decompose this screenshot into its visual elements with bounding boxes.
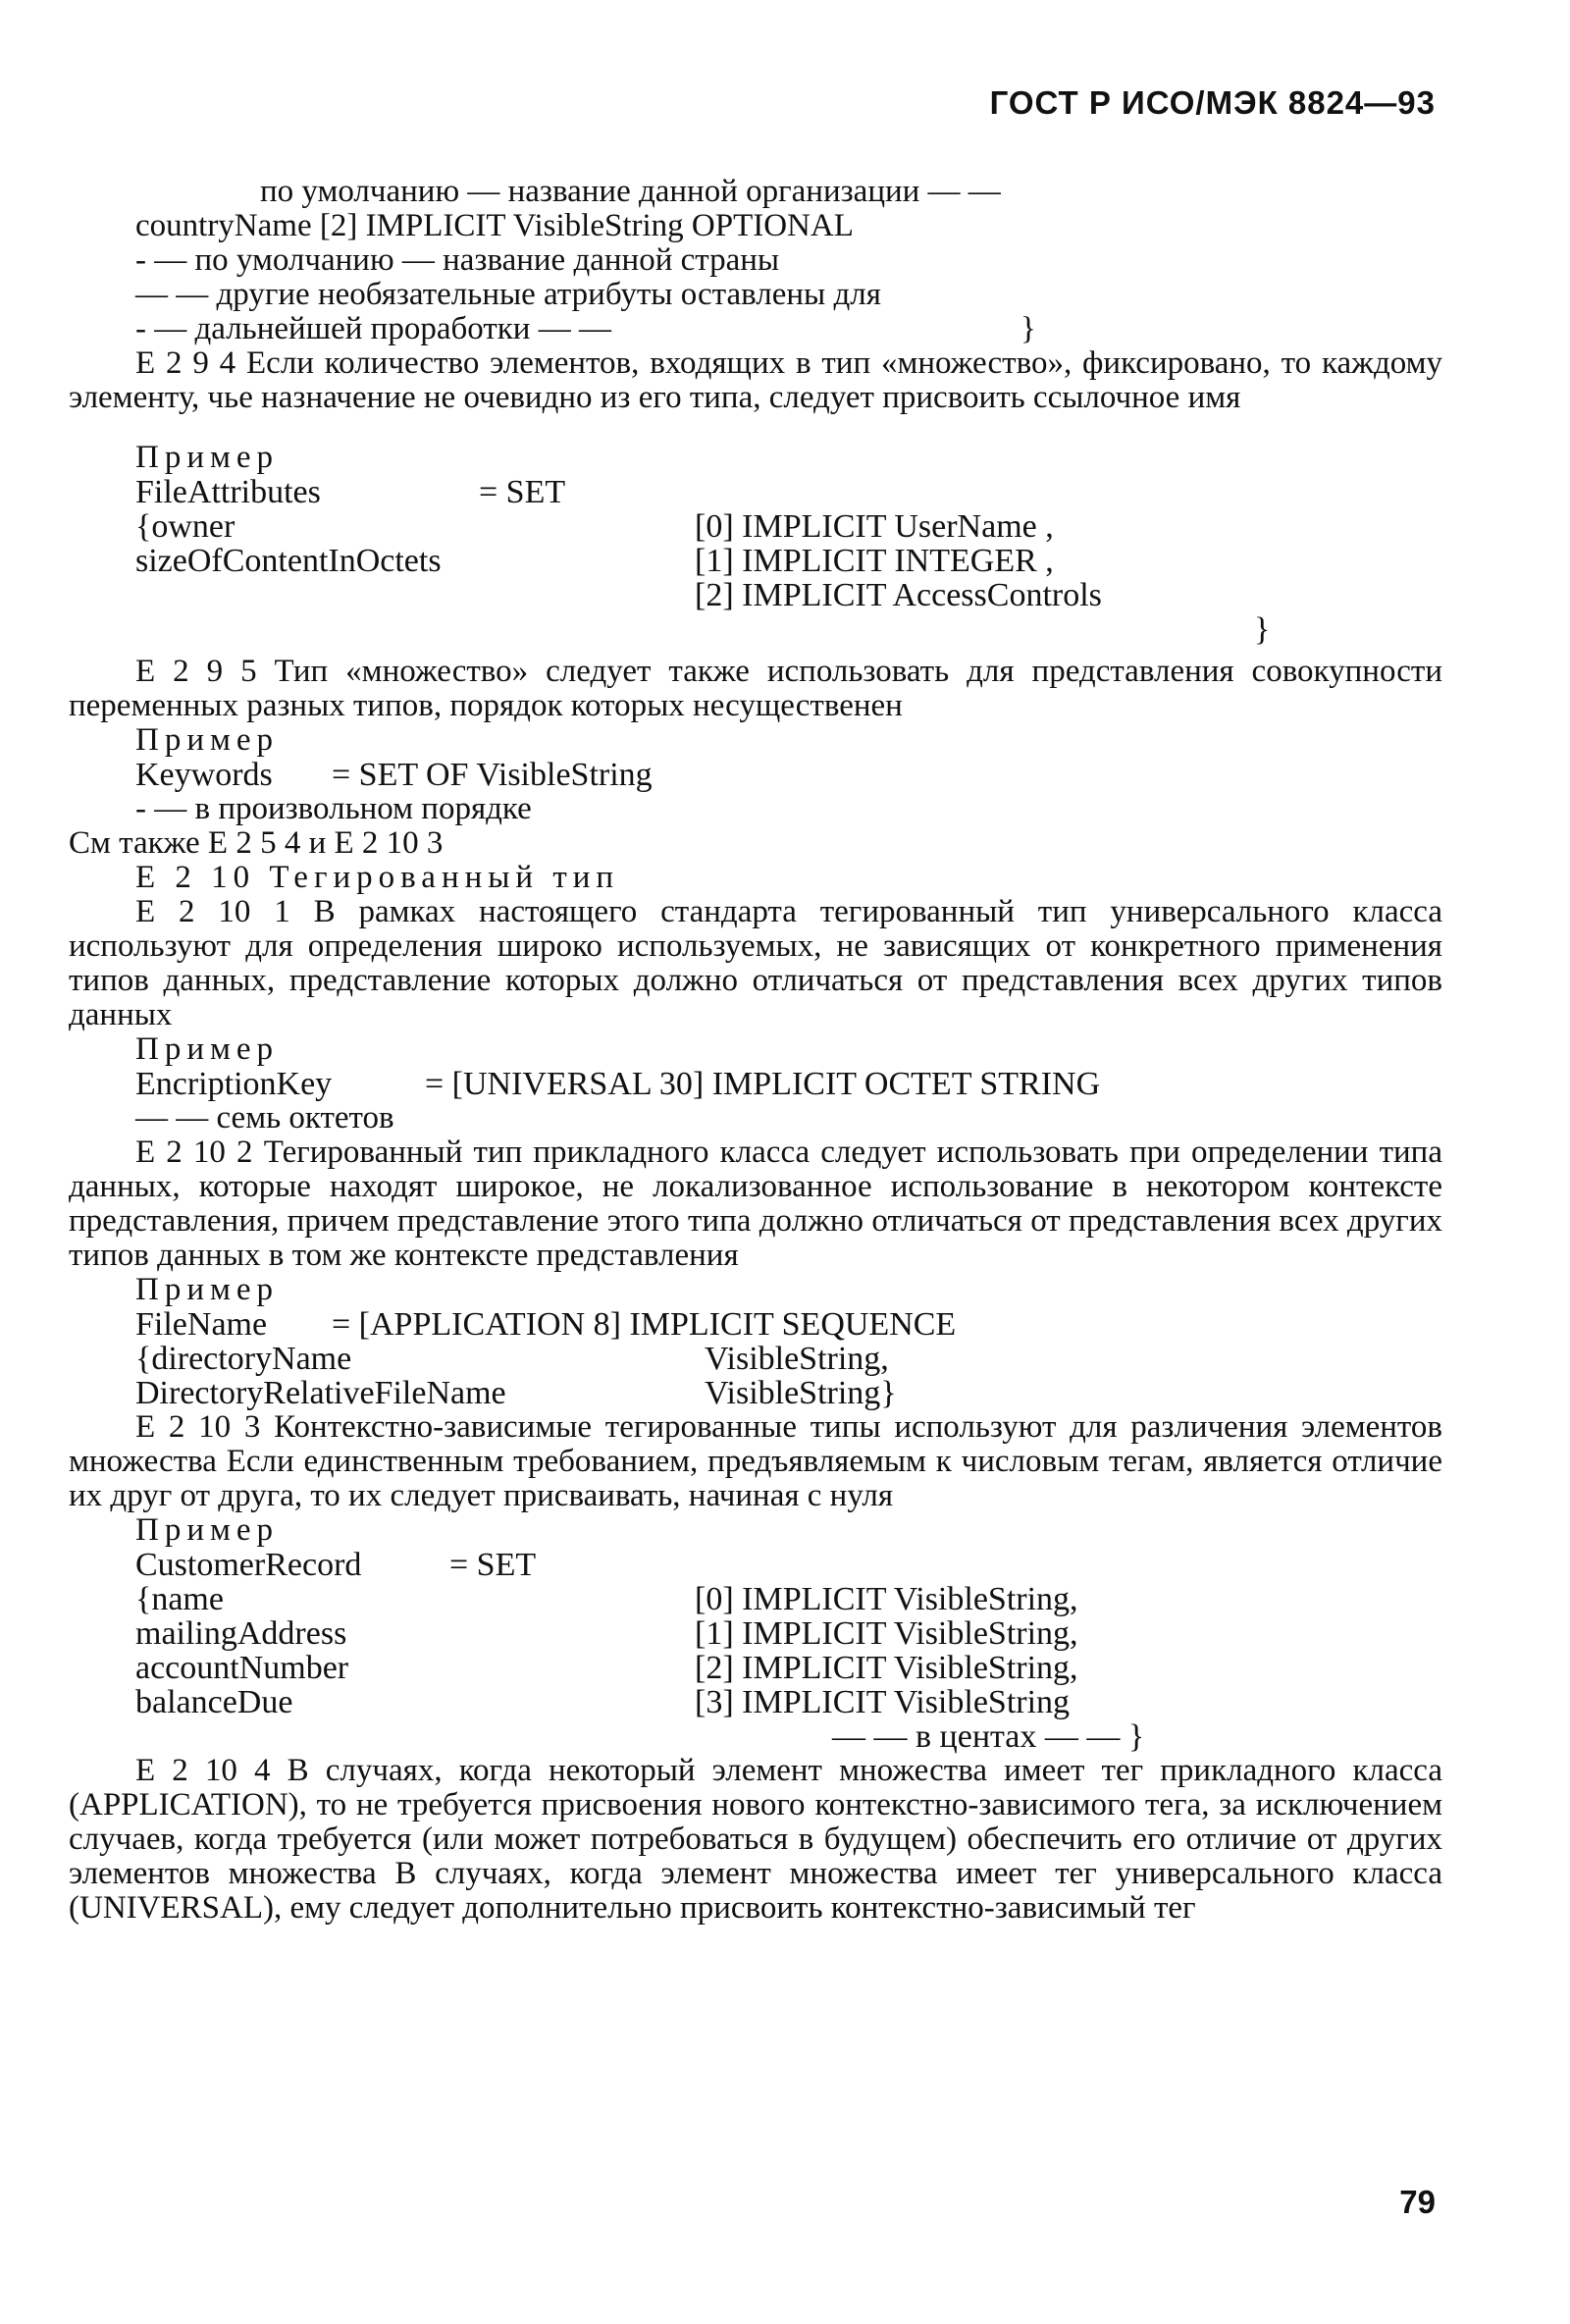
- code-line: [69, 612, 1442, 647]
- type-name: CustomerRecord: [135, 1547, 362, 1583]
- code-line: [69, 1651, 1442, 1685]
- field-type: [2] IMPLICIT AccessControls: [695, 577, 1102, 613]
- type-name: FileName: [135, 1306, 268, 1343]
- field-type: [1] IMPLICIT VisibleString,: [695, 1615, 1078, 1652]
- type-def: = SET: [449, 1547, 537, 1583]
- type-def: = SET OF VisibleString: [332, 757, 653, 793]
- field-name: {owner: [135, 508, 236, 545]
- code-line: [69, 1719, 1442, 1754]
- field-name: DirectoryRelativeFileName: [135, 1375, 506, 1411]
- code-line: [69, 758, 1442, 792]
- field-type: VisibleString}: [705, 1375, 897, 1411]
- code-line: [69, 1685, 1442, 1719]
- type-name: EncriptionKey: [135, 1066, 333, 1102]
- paragraph-e295: Е 2 9 5 Тип «множество» следует также использовать для представления совокупности переменных разных типов, порядок которых несущественен: [69, 654, 1442, 723]
- code-line: [69, 509, 1442, 544]
- document-header: ГОСТ Р ИСО/МЭК 8824—93: [989, 84, 1436, 121]
- type-def: = [APPLICATION 8] IMPLICIT SEQUENCE: [332, 1306, 957, 1343]
- field-name: sizeOfContentInOctets: [135, 543, 442, 579]
- field-type: [0] IMPLICIT VisibleString,: [695, 1581, 1078, 1617]
- code-line: [69, 578, 1442, 612]
- comment-text: - — дальнейшей проработки — —: [135, 311, 611, 346]
- type-def: = [UNIVERSAL 30] IMPLICIT OCTET STRING: [425, 1066, 1101, 1102]
- code-line: [69, 1067, 1442, 1101]
- comment-line: по умолчанию — название данной организации — —: [260, 174, 1001, 209]
- code-line: [69, 1376, 1442, 1410]
- example-title: Пример: [135, 440, 280, 475]
- paragraph-e2101: Е 2 10 1 В рамках настоящего стандарта тегированный тип универсального класса используют для определения широко используемых, не зависящих от конкретного применения типов данных, представление которых должно отличаться от представления всех других типов данных: [69, 894, 1442, 1032]
- field-name: {directoryName: [135, 1341, 352, 1377]
- closing-brace: }: [1254, 611, 1271, 648]
- field-name: balanceDue: [135, 1684, 293, 1720]
- section-heading-text: Е 2 10 Тегированный тип: [135, 860, 620, 895]
- closing-brace: }: [1020, 311, 1036, 346]
- code-line: [69, 1582, 1442, 1616]
- paragraph-e294: Е 2 9 4 Если количество элементов, входящих в тип «множество», фиксировано, то каждому элементу, чье назначение не очевидно из его типа, следует присвоить ссылочное имя: [69, 345, 1442, 415]
- comment-line: - — по умолчанию — название данной страны: [135, 242, 780, 278]
- code-line: [69, 1616, 1442, 1651]
- example-title: Пример: [135, 1272, 280, 1307]
- comment-text: — — в центах — — }: [832, 1718, 1145, 1755]
- code-line: [69, 1307, 1442, 1342]
- code-line: countryName [2] IMPLICIT VisibleString OPTIONAL: [135, 208, 854, 243]
- paragraph-e2102: Е 2 10 2 Тегированный тип прикладного класса следует использовать при определении типа данных, которые находят широкое, не локализованное использование в некотором контексте представления, причем представление этого типа должно отличаться от представления всех других типов данных в том же контексте представления: [69, 1135, 1442, 1273]
- example-title: Пример: [135, 722, 280, 758]
- comment-line: — — другие необязательные атрибуты оставлены для: [135, 277, 881, 312]
- field-name: accountNumber: [135, 1650, 349, 1686]
- comment-line: — — семь октетов: [135, 1100, 394, 1136]
- field-type: [1] IMPLICIT INTEGER ,: [695, 543, 1054, 579]
- code-line: [69, 544, 1442, 578]
- page-number: 79: [1399, 2184, 1436, 2220]
- paragraph-e2104: Е 2 10 4 В случаях, когда некоторый элемент множества имеет тег прикладного класса (APPLICATION), то не требуется присвоения нового контекстно-зависимого тега, за исключением случаев, когда требуется (или может потребоваться в будущем) обеспечить его отличие от других элементов множества В случаях, когда элемент множества имеет тег универсального класса (UNIVERSAL), ему следует дополнительно присвоить контекстно-зависимый тег: [69, 1753, 1442, 1926]
- paragraph-e2103: Е 2 10 3 Контекстно-зависимые тегированные типы используют для различения элементов множества Если единственным требованием, предъявляемым к числовым тегам, является отличие их друг от друга, то их следует присваивать, начиная с нуля: [69, 1409, 1442, 1513]
- code-line: [69, 1342, 1442, 1376]
- field-type: [0] IMPLICIT UserName ,: [695, 508, 1054, 545]
- type-def: = SET: [479, 474, 566, 510]
- code-line: [69, 475, 1442, 509]
- page-body: [69, 175, 1442, 1926]
- example-title: Пример: [135, 1512, 280, 1548]
- type-name: FileAttributes: [135, 474, 321, 510]
- example-title: Пример: [135, 1031, 280, 1067]
- field-type: [3] IMPLICIT VisibleString: [695, 1684, 1071, 1720]
- field-type: VisibleString,: [705, 1341, 889, 1377]
- comment-line: - — в произвольном порядке: [135, 791, 532, 826]
- see-also: См также Е 2 5 4 и Е 2 10 3: [69, 825, 444, 861]
- field-name: {name: [135, 1581, 224, 1617]
- section-heading: [69, 861, 1442, 895]
- comment-line: [69, 312, 1442, 346]
- field-name: mailingAddress: [135, 1615, 347, 1652]
- type-name: Keywords: [135, 757, 273, 793]
- field-type: [2] IMPLICIT VisibleString,: [695, 1650, 1078, 1686]
- code-line: [69, 1548, 1442, 1582]
